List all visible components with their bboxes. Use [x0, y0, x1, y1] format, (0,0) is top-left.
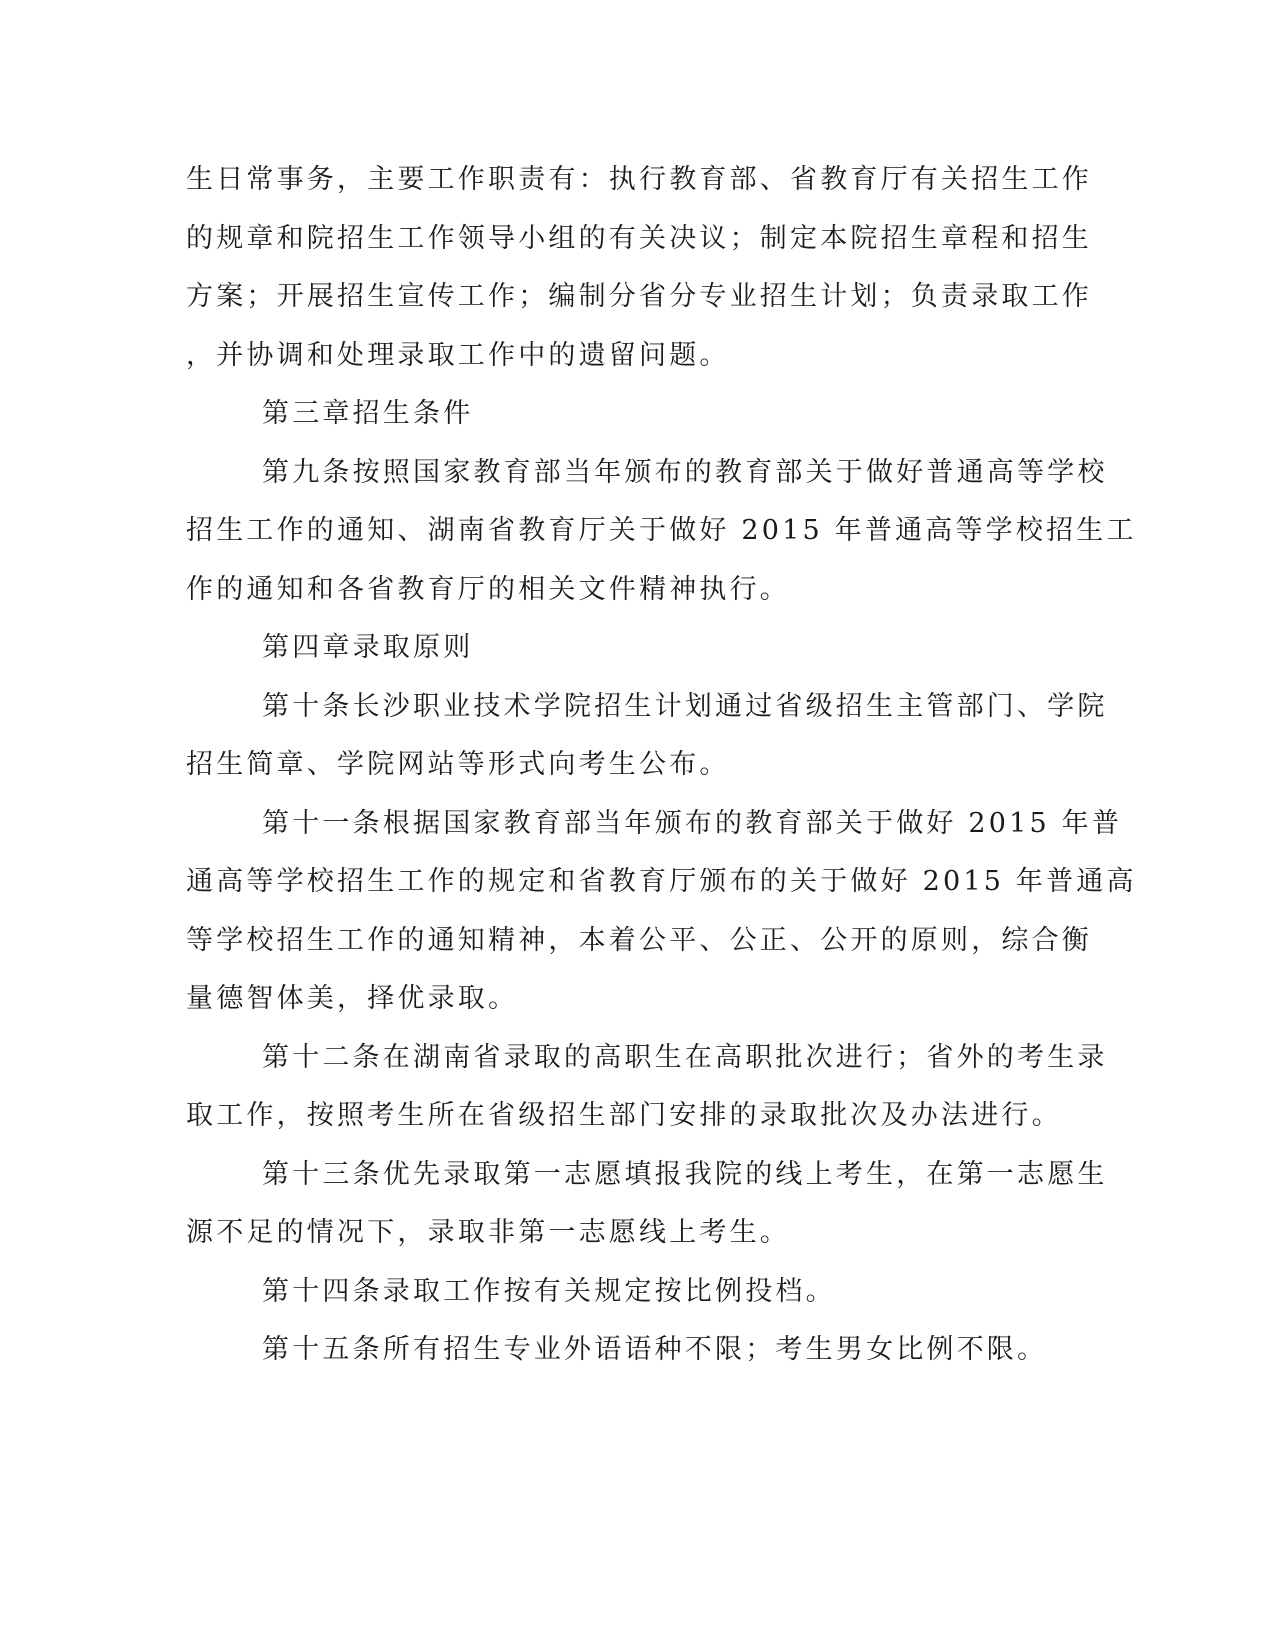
paragraph-line: 方案；开展招生宣传工作；编制分省分专业招生计划；负责录取工作 — [186, 281, 1092, 312]
paragraph-line: 第十一条根据国家教育部当年颁布的教育部关于做好 2015 年普 — [262, 808, 1123, 839]
paragraph-line: 第十二条在湖南省录取的高职生在高职批次进行；省外的考生录 — [262, 1042, 1108, 1073]
paragraph-line: 的规章和院招生工作领导小组的有关决议；制定本院招生章程和招生 — [186, 223, 1092, 254]
paragraph-line: 招生简章、学院网站等形式向考生公布。 — [186, 749, 730, 780]
paragraph-line: 作的通知和各省教育厅的相关文件精神执行。 — [186, 574, 790, 605]
paragraph-line: 生日常事务，主要工作职责有：执行教育部、省教育厅有关招生工作 — [186, 164, 1092, 195]
paragraph-line: 第十五条所有招生专业外语语种不限；考生男女比例不限。 — [262, 1334, 1048, 1365]
paragraph-line: 通高等学校招生工作的规定和省教育厅颁布的关于做好 2015 年普通高 — [186, 866, 1137, 897]
paragraph-line: 等学校招生工作的通知精神，本着公平、公正、公开的原则，综合衡 — [186, 925, 1092, 956]
paragraph-line: 招生工作的通知、湖南省教育厅关于做好 2015 年普通高等学校招生工 — [186, 515, 1137, 546]
paragraph-line: 第九条按照国家教育部当年颁布的教育部关于做好普通高等学校 — [262, 457, 1108, 488]
paragraph-line: 第十三条优先录取第一志愿填报我院的线上考生，在第一志愿生 — [262, 1159, 1108, 1190]
paragraph-line: ，并协调和处理录取工作中的遗留问题。 — [186, 340, 730, 371]
paragraph-line: 第十四条录取工作按有关规定按比例投档。 — [262, 1276, 836, 1307]
chapter-heading: 第四章录取原则 — [262, 632, 474, 663]
paragraph-line: 取工作，按照考生所在省级招生部门安排的录取批次及办法进行。 — [186, 1100, 1062, 1131]
paragraph-line: 源不足的情况下，录取非第一志愿线上考生。 — [186, 1217, 790, 1248]
chapter-heading: 第三章招生条件 — [262, 398, 474, 429]
paragraph-line: 第十条长沙职业技术学院招生计划通过省级招生主管部门、学院 — [262, 691, 1108, 722]
paragraph-line: 量德智体美，择优录取。 — [186, 983, 519, 1014]
